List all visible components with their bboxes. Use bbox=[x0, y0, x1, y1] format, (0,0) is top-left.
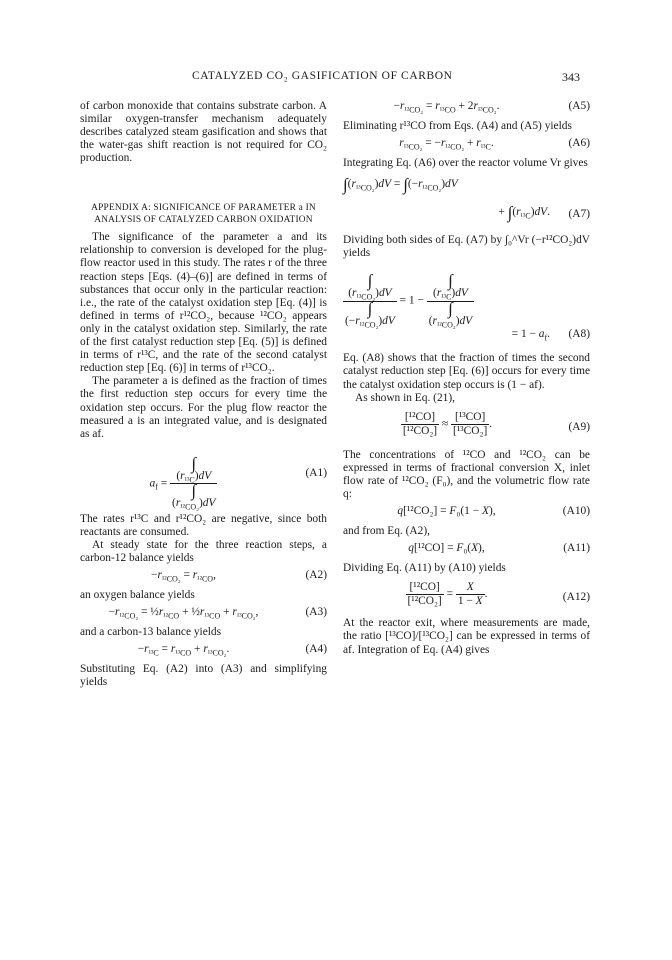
equation-number: (A7) bbox=[568, 208, 590, 221]
paragraph: Eliminating r¹³CO from Eqs. (A4) and (A5) yields bbox=[343, 120, 572, 132]
page-number: 343 bbox=[562, 70, 580, 84]
equation-a3: $-r_{^{12}CO_2}$ = $\frac{1}{2}r_{^{12}CO}$ + $\frac{1}{2}r_{^{13}CO} + r_{^{13}CO_2}$, (A3) bbox=[108, 606, 327, 621]
equation-a4: $-r_{^{13}C} = r_{^{13}CO} + r_{^{13}CO_2}$. (A4) bbox=[137, 643, 327, 658]
equation-a8: ∫ $(r_{^{13}CO_2})dV$ ∫ $(-r_{^{12}CO_2})dV$ = 1 − ∫ $(r_{^{13}C})dV$ ∫ $(r_{^{12}CO_2})dV$ = $1 - a_f$. (A8) bbox=[345, 271, 590, 343]
paragraph: and a carbon-13 balance yields bbox=[80, 626, 222, 639]
equation-number: (A2) bbox=[305, 569, 327, 582]
equation-a6: $r_{^{13}CO_2} = -r_{^{12}CO_2} + r_{^{13}C}$. (A6) bbox=[399, 137, 590, 152]
equation-a5: $-r_{^{12}CO_2} = r_{^{13}CO} + 2r_{^{13}CO_2}$. (A5) bbox=[393, 100, 590, 115]
paragraph: Dividing both sides of Eq. (A7) by ∫₀^Vr (−r¹²CO₂)dV yields bbox=[343, 234, 590, 260]
equation-number: (A3) bbox=[305, 606, 327, 619]
equation-a12: $\frac{\text{[¹²CO]}}{\text{[¹²CO₂]}}$ = $\frac{X}{1 - X}$ . (A12) bbox=[407, 581, 590, 608]
paragraph: Eq. (A8) shows that the fraction of times the second catalyst reduction step [Eq. (6)] occurs for every time the catalyst oxidation step occurs is (1 − af). bbox=[343, 352, 590, 391]
equation-number: (A11) bbox=[563, 542, 590, 555]
appendix-heading: APPENDIX A: SIGNIFICANCE OF PARAMETER a IN ANALYSIS OF CATALYZED CARBON OXIDATION bbox=[91, 203, 316, 225]
equation-number: (A5) bbox=[568, 100, 590, 112]
equation-number: (A10) bbox=[562, 505, 590, 518]
equation-number: (A6) bbox=[568, 137, 590, 150]
equation-number: (A9) bbox=[568, 420, 590, 433]
paragraph: Substituting Eq. (A2) into (A3) and simplifying yields bbox=[80, 663, 327, 689]
paragraph: and from Eq. (A2), bbox=[343, 525, 430, 538]
equation-a11: q[¹²CO] = F₀(X), (A11) bbox=[408, 542, 590, 555]
paragraph: of carbon monoxide that contains substrate carbon. A similar oxygen-transfer mechanism adequately describes catalyzed steam gasification and shows that the water-gas shift reaction is not required for CO₂ production. bbox=[80, 100, 327, 165]
equation-number: (A4) bbox=[305, 643, 327, 656]
equation-a10: q[¹²CO₂] = F₀(1 − X), (A10) bbox=[397, 505, 590, 518]
equation-a9: $\frac{\text{[¹²CO]}}{\text{[¹²CO₂]}}$ ≈ $\frac{\text{[¹³CO]}}{\text{[¹³CO₂]}}$ . (A9) bbox=[402, 410, 590, 437]
paragraph: The parameter a is defined as the fraction of times the first reduction step occurs for every time the oxidation step occurs. For the plug flow reactor the measured a is an integrated value, and is designated as af. bbox=[80, 375, 327, 440]
running-header bbox=[80, 70, 592, 86]
equation-a7: $\int(r_{^{13}CO_2})dV = \int(-r_{^{12}CO_2})dV$ + $\int(r_{^{13}C})dV$. (A7) bbox=[343, 175, 590, 223]
paragraph: Dividing Eq. (A11) by (A10) yields bbox=[343, 562, 506, 575]
equation-number: (A8) bbox=[568, 328, 590, 341]
paragraph: At the reactor exit, where measurements are made, the ratio [¹³CO]/[¹³CO₂] can be expressed in terms of af. Integration of Eq. (A4) gives bbox=[343, 617, 590, 656]
equation-number: (A12) bbox=[562, 591, 590, 604]
paragraph: The significance of the parameter a and its relationship to conversion is developed for the plug-flow reactor used in this study. The rates r of the three reaction steps [Eqs. (4)–(6)] are defined in terms of substances that occur only in the particular reaction: i.e., the rate of the catalyst oxidation step [Eq. (4)] is defined in terms of r¹²CO₂, because ¹²CO₂ appears only in the catalyst oxidation step. Similarly, the rate of the first catalyst reduction step [Eq. (5)] is defined in terms of r¹³C, and the rate of the second catalyst reduction step [Eq. (6)] in terms of r¹³CO₂. bbox=[80, 231, 327, 375]
paragraph: an oxygen balance yields bbox=[80, 589, 195, 602]
equation-number: (A1) bbox=[305, 466, 327, 479]
paragraph: Integrating Eq. (A6) over the reactor volume Vr gives bbox=[343, 157, 588, 170]
paragraph: At steady state for the three reaction steps, a carbon-12 balance yields bbox=[80, 538, 327, 565]
equation-a2: $-r_{^{12}CO_2} = r_{^{12}CO}$, (A2) bbox=[151, 569, 327, 584]
equation-a1: $a_f$ = ∫ $(r_{^{13}C})dV$ ∫ $(r_{^{12}CO_2})dV$ (A1) bbox=[149, 453, 327, 512]
paragraph: As shown in Eq. (21), bbox=[355, 391, 455, 404]
left-column bbox=[80, 100, 327, 690]
running-title: CATALYZED CO₂ GASIFICATION OF CARBON bbox=[192, 70, 453, 82]
paragraph: The rates r¹³C and r¹²CO₂ are negative, since both reactants are consumed. bbox=[80, 512, 327, 538]
right-column bbox=[343, 100, 590, 657]
paragraph: The concentrations of ¹²CO and ¹²CO₂ can be expressed in terms of fractional conversion X, inlet flow rate of ¹²CO₂ (F₀), and the volumetric flow rate q: bbox=[343, 448, 590, 501]
